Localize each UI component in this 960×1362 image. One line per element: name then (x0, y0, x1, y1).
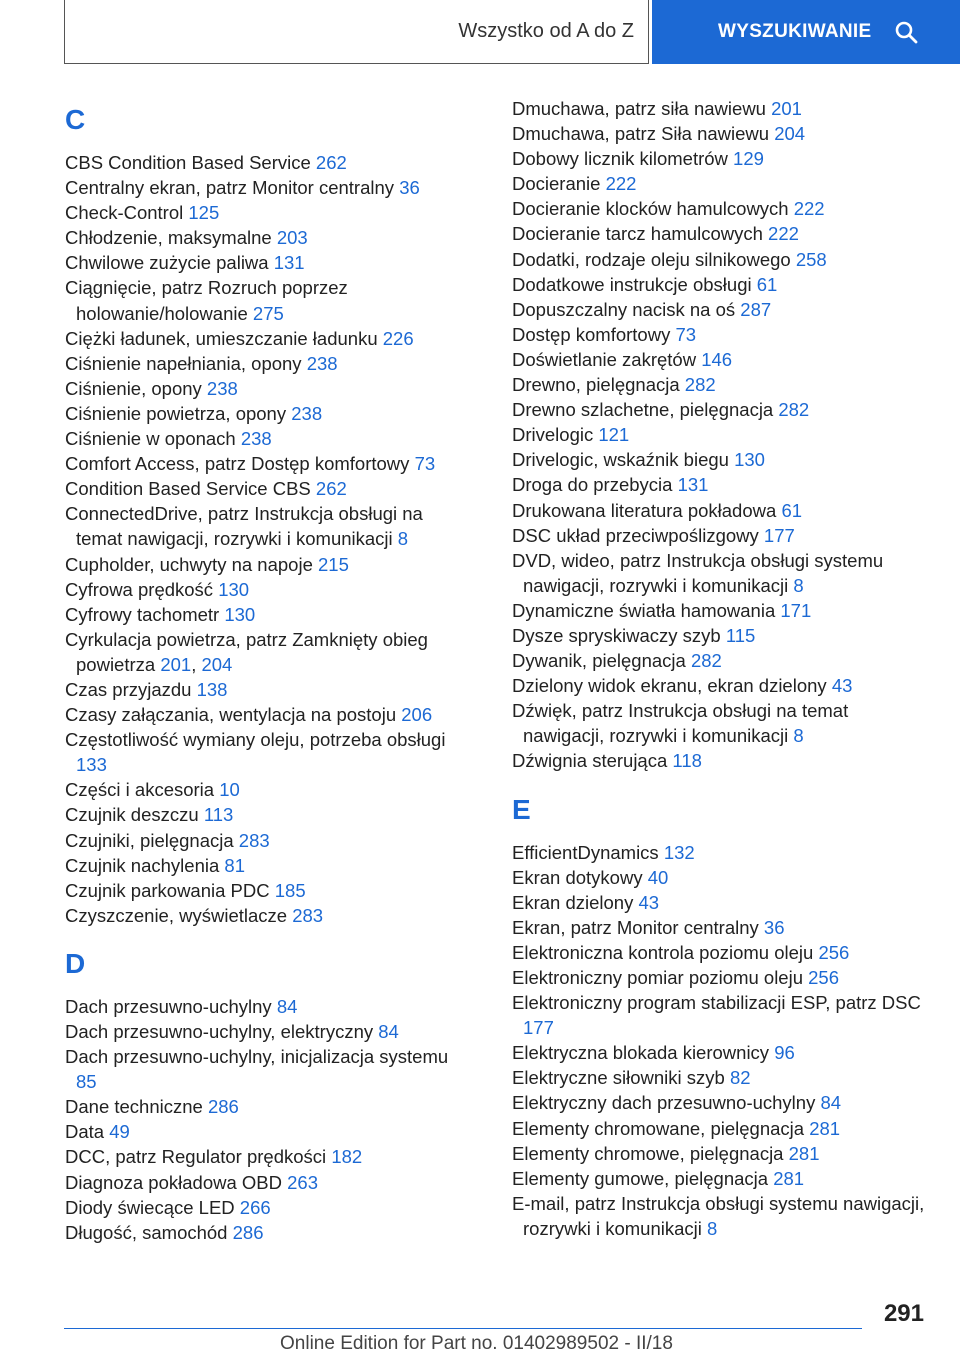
page-reference-link[interactable]: 130 (218, 578, 250, 600)
section-letter-e: E (512, 793, 531, 825)
index-entry-text: Diagnoza pokładowa OBD (65, 1171, 282, 1193)
index-entry (65, 552, 465, 577)
index-entry (65, 1019, 465, 1044)
page-reference-link[interactable]: 171 (780, 599, 812, 621)
index-entry-text: Dmuchawa, patrz Siła nawiewu (512, 123, 770, 145)
page-reference-link[interactable]: 40 (647, 866, 669, 888)
page-reference-link[interactable]: 132 (663, 841, 695, 863)
index-entry: Cyrkulacja powietrza, patrz Zamknięty obieg powietrza 201, 204 (65, 628, 428, 675)
page-reference-link[interactable]: 286 (232, 1221, 264, 1243)
index-entry-text: Elektroniczny pomiar poziomu oleju (512, 967, 803, 988)
index-entry-text: Czujnik parkowania PDC (65, 879, 270, 901)
index-entry-text: Części i akcesoria (65, 779, 215, 801)
page-reference-link[interactable]: 238 (306, 352, 338, 374)
header (0, 0, 960, 66)
index-entry-text: Data (65, 1121, 105, 1143)
index-entry (65, 150, 465, 175)
index-entry (65, 1144, 465, 1169)
page-reference-link[interactable]: 258 (795, 248, 827, 270)
section-d-entries-left (65, 994, 465, 1245)
page-reference-link[interactable]: 201 (771, 98, 802, 119)
index-entry (512, 890, 932, 915)
index-entry-text: Drukowana literatura pokładowa (512, 499, 777, 521)
index-entry-text: Czas przyjazdu (65, 678, 192, 700)
index-entry (512, 1166, 932, 1191)
index-entry-text: Ekran, patrz Monitor centralny (512, 916, 759, 938)
index-entry-text: Drivelogic, wskaźnik biegu (512, 449, 729, 471)
page-reference-link[interactable]: 129 (733, 148, 764, 170)
index-entry (65, 828, 465, 853)
index-entry-text: Ciśnienie, opony (65, 377, 202, 399)
page-reference-link[interactable]: 85 (76, 1071, 97, 1093)
index-entry-text: CBS Condition Based Service (65, 152, 311, 173)
index-entry-text: EfficientDynamics (512, 841, 659, 863)
index-entry-text: Cyrkulacja powietrza, patrz Zamknięty obieg powietrza (65, 628, 428, 675)
index-entry (512, 548, 932, 598)
page-reference-link[interactable]: 262 (315, 478, 347, 500)
page-reference-link[interactable]: 215 (318, 553, 349, 575)
index-entry (65, 401, 465, 426)
page-reference-link[interactable]: 84 (820, 1092, 842, 1114)
section-letter-c: C (65, 104, 86, 135)
index-entry (65, 275, 465, 325)
index-entry-text: Dmuchawa, patrz siła nawiewu (512, 98, 766, 119)
index-entry (65, 225, 465, 250)
page-reference-link[interactable]: 81 (224, 854, 245, 876)
index-entry (512, 171, 932, 196)
page-reference-link[interactable]: 96 (774, 1042, 795, 1064)
index-entry-text: Diody świecące LED (65, 1196, 235, 1218)
index-entry-text: Dostęp komfortowy (512, 323, 671, 345)
page-reference-link[interactable]: 43 (638, 891, 660, 913)
page-reference-link[interactable]: 73 (675, 323, 697, 345)
index-entry-text: Dźwięk, patrz Instrukcja obsługi na temat nawigacji, rozrywki i komunikacji (512, 700, 849, 747)
index-entry (65, 451, 465, 476)
index-entry (65, 250, 465, 275)
index-entry (65, 501, 465, 551)
page-reference-link[interactable]: 10 (219, 779, 240, 801)
index-entry (512, 472, 932, 497)
index-entry-text: Ciśnienie powietrza, opony (65, 402, 287, 424)
search-button[interactable] (652, 0, 960, 64)
index-entry (512, 146, 932, 171)
page-reference-link[interactable]: 113 (203, 804, 234, 826)
section-e-entries (512, 840, 932, 1242)
index-entry-text: Condition Based Service CBS (65, 478, 311, 500)
index-entry-text: DCC, patrz Regulator prędkości (65, 1146, 327, 1168)
page-reference-link[interactable]: 125 (188, 202, 220, 224)
page-reference-link[interactable]: 222 (793, 198, 825, 220)
index-entry-text: DSC układ przeciwpoślizgowy (512, 524, 759, 546)
index-entry-text: Docieranie klocków hamulcowych (512, 198, 789, 220)
index-entry (512, 1191, 932, 1241)
index-entry (65, 351, 465, 376)
index-entry-text: Ciśnienie w oponach (65, 428, 236, 450)
index-entry-text: Czujniki, pielęgnacja (65, 829, 234, 851)
index-entry (512, 322, 932, 347)
page-reference-link[interactable]: 82 (729, 1067, 751, 1089)
index-entry-text: Czujnik deszczu (65, 804, 199, 826)
index-entry (512, 865, 932, 890)
index-entry-text: Ekran dotykowy (512, 866, 643, 888)
index-entry (65, 1220, 465, 1245)
index-entry (65, 602, 465, 627)
page-reference-link[interactable]: 185 (274, 879, 306, 901)
index-entry-text: Elementy chromowe, pielęgnacja (512, 1142, 784, 1164)
index-entry (512, 990, 932, 1040)
index-entry-text: Dach przesuwno-uchylny (65, 995, 272, 1017)
index-entry-text: Ciśnienie napełniania, opony (65, 352, 302, 374)
index-entry-text: Częstotliwość wymiany oleju, potrzeba obsługi (65, 729, 446, 751)
index-entry-text: Chłodzenie, maksymalne (65, 227, 272, 249)
index-entry (512, 447, 932, 472)
page-reference-link[interactable]: 177 (523, 1017, 554, 1039)
index-entry (65, 476, 465, 501)
index-entry (512, 1090, 932, 1115)
index-entry-text: Dobowy licznik kilometrów (512, 148, 728, 170)
index-entry (65, 1119, 465, 1144)
page-reference-link[interactable]: 282 (684, 374, 716, 396)
page-reference-link[interactable]: 287 (740, 298, 772, 320)
page-reference-link[interactable]: 256 (808, 967, 840, 988)
index-entry-text: Ciągnięcie, patrz Rozruch poprzez holowanie/holowanie (65, 277, 348, 324)
index-entry (512, 196, 932, 221)
footer-divider (64, 1328, 862, 1329)
index-entry-text: Dodatkowe instrukcje obsługi (512, 273, 752, 295)
index-entry (65, 677, 465, 702)
footer-edition-label: Online Edition for Part no. 01402989502 - II/18 (280, 1333, 673, 1354)
index-entry (512, 297, 932, 322)
page-reference-link[interactable]: 222 (605, 173, 637, 195)
page-reference-link[interactable]: 118 (672, 750, 702, 772)
page-reference-link[interactable]: 201 (160, 653, 192, 675)
page-reference-link[interactable]: 203 (276, 227, 308, 249)
page-reference-link[interactable]: 282 (778, 399, 810, 421)
index-entry-text: Dodatki, rodzaje oleju silnikowego (512, 248, 791, 270)
page-reference-link[interactable]: 131 (677, 474, 709, 496)
page-reference-link[interactable]: 36 (399, 177, 420, 199)
page-reference-link[interactable]: 204 (774, 123, 806, 145)
index-entry (512, 965, 932, 990)
page-reference-link[interactable]: 133 (76, 754, 107, 776)
index-entry-text: E-mail, patrz Instrukcja obsługi systemu nawigacji, rozrywki i komunikacji (512, 1192, 925, 1239)
index-entry (512, 648, 932, 673)
index-entry (512, 121, 932, 146)
index-entry (512, 748, 932, 773)
index-entry-text: Cyfrowa prędkość (65, 578, 214, 600)
index-entry (65, 200, 465, 225)
index-entry (65, 577, 465, 602)
index-entry (512, 397, 932, 422)
page-number: 291 (883, 1300, 924, 1327)
page-reference-link[interactable]: 130 (224, 603, 256, 625)
index-entry (65, 1094, 465, 1119)
index-entry (512, 940, 932, 965)
page-reference-link[interactable]: 266 (239, 1196, 271, 1218)
index-entry-text: DVD, wideo, patrz Instrukcja obsługi systemu nawigacji, rozrywki i komunikacji (512, 549, 884, 596)
index-entry (512, 422, 932, 447)
index-entry (65, 175, 465, 200)
index-entry (512, 673, 932, 698)
index-entry (65, 1170, 465, 1195)
index-entry (512, 247, 932, 272)
index-entry (65, 853, 465, 878)
index-entry (65, 777, 465, 802)
index-entry (512, 840, 932, 865)
index-entry (65, 376, 465, 401)
index-entry-text: Elektroniczny program stabilizacji ESP, patrz DSC (512, 992, 921, 1014)
index-entry-text: Ciężki ładunek, umieszczanie ładunku (65, 327, 378, 349)
index-entry (512, 1065, 932, 1090)
section-d-entries-right (512, 96, 932, 774)
tab-a-to-z-label: Wszystko od A do Z (458, 20, 634, 42)
index-entry-text: Dźwignia sterująca (512, 750, 668, 772)
index-entry-text: Doświetlanie zakrętów (512, 348, 697, 370)
index-entry-text: Comfort Access, patrz Dostęp komfortowy (65, 453, 410, 475)
page-reference-link[interactable]: 283 (238, 829, 270, 851)
index-entry-text: Dane techniczne (65, 1096, 203, 1118)
index-entry (512, 272, 932, 297)
page-reference-link[interactable]: 115 (725, 624, 756, 646)
index-entry-text: Chwilowe zużycie paliwa (65, 252, 269, 274)
page-reference-link[interactable]: 73 (414, 453, 436, 475)
index-entry-text: Czasy załączania, wentylacja na postoju (65, 704, 397, 726)
index-entry-text: Drewno szlachetne, pielęgnacja (512, 399, 774, 421)
index-entry-text: ConnectedDrive, patrz Instrukcja obsługi na temat nawigacji, rozrywki i komunikacji (65, 503, 423, 550)
page-reference-link[interactable]: 8 (793, 725, 804, 747)
index-entry (512, 1141, 932, 1166)
page-reference-link[interactable]: 222 (768, 223, 799, 245)
page-reference-link[interactable]: 256 (818, 941, 850, 963)
page-reference-link[interactable]: 43 (831, 675, 853, 697)
index-entry (65, 903, 465, 928)
index-column-left (65, 96, 465, 1245)
index-entry-text: Drivelogic (512, 424, 594, 446)
index-entry (65, 1195, 465, 1220)
index-entry (512, 347, 932, 372)
index-entry (65, 878, 465, 903)
index-entry-text: Elektryczne siłowniki szyb (512, 1067, 725, 1089)
index-entry-text: Cyfrowy tachometr (65, 603, 220, 625)
page-reference-link[interactable]: 84 (378, 1021, 399, 1042)
index-entry-text: Docieranie (512, 173, 601, 195)
page-reference-link[interactable]: 138 (196, 678, 228, 700)
index-entry (512, 96, 932, 121)
page-reference-link[interactable]: 286 (207, 1096, 239, 1118)
index-entry (65, 326, 465, 351)
index-entry (512, 623, 932, 648)
page-reference-link[interactable]: 206 (401, 704, 433, 726)
page-reference-link[interactable]: 182 (331, 1146, 363, 1168)
search-button-label: WYSZUKIWANIE (718, 21, 872, 42)
index-entry (512, 523, 932, 548)
page-reference-link[interactable]: 238 (291, 402, 323, 424)
page-reference-link[interactable]: 131 (273, 252, 305, 274)
page-reference-link[interactable]: 8 (397, 528, 409, 550)
page-reference-link[interactable]: 281 (773, 1167, 805, 1189)
index-entry-text: Elementy chromowane, pielęgnacja (512, 1117, 805, 1139)
index-entry (65, 426, 465, 451)
index-entry-text: Droga do przebycia (512, 474, 673, 496)
page-reference-link[interactable]: 8 (707, 1217, 718, 1239)
index-entry (65, 802, 465, 827)
page-reference-link[interactable]: 61 (756, 273, 778, 295)
index-entry-text: Elektryczna blokada kierownicy (512, 1042, 770, 1064)
index-entry-text: Elektroniczna kontrola poziomu oleju (512, 941, 814, 963)
tab-a-to-z[interactable] (64, 0, 649, 64)
index-entry (512, 372, 932, 397)
page-reference-link[interactable]: 262 (315, 152, 347, 173)
page-reference-link[interactable]: 226 (382, 327, 414, 349)
page-reference-link[interactable]: 281 (809, 1117, 841, 1139)
page-reference-link[interactable]: 282 (690, 650, 722, 672)
index-entry (65, 994, 465, 1019)
page-reference-link[interactable]: 177 (763, 524, 795, 546)
index-entry-text: Cupholder, uchwyty na napoje (65, 553, 313, 575)
index-entry-text: Dach przesuwno-uchylny, inicjalizacja systemu (65, 1046, 449, 1068)
index-entry-text: Docieranie tarcz hamulcowych (512, 223, 763, 245)
index-entry-text: Elektryczny dach przesuwno-uchylny (512, 1092, 816, 1114)
page-reference-link[interactable]: 130 (734, 449, 765, 471)
page-reference-link[interactable]: 204 (201, 653, 233, 675)
index-entry-text: Check-Control (65, 202, 184, 224)
index-entry-text: Drewno, pielęgnacja (512, 374, 680, 396)
page-reference-link[interactable]: 281 (788, 1142, 820, 1164)
page-reference-link[interactable]: 49 (109, 1121, 130, 1143)
footer-edition-text (280, 1333, 673, 1355)
page-reference-link[interactable]: 263 (287, 1171, 319, 1193)
page-reference-link[interactable]: 61 (781, 499, 803, 521)
search-icon (894, 20, 918, 44)
index-entry-text: Ekran dzielony (512, 891, 634, 913)
page-reference-link[interactable]: 121 (598, 424, 630, 446)
index-entry-text: Długość, samochód (65, 1221, 228, 1243)
section-c-entries (65, 150, 465, 928)
page-reference-link[interactable]: 275 (252, 302, 284, 324)
index-entry (512, 698, 932, 748)
page-reference-link[interactable]: 238 (206, 377, 238, 399)
page-reference-link[interactable]: 146 (701, 348, 733, 370)
index-entry (512, 1040, 932, 1065)
index-entry-text: Dynamiczne światła hamowania (512, 599, 776, 621)
page-reference-link[interactable]: 84 (276, 995, 298, 1017)
index-entry (65, 702, 465, 727)
page-reference-link[interactable]: 283 (292, 904, 324, 926)
index-entry (512, 915, 932, 940)
index-entry-text: Czyszczenie, wyświetlacze (65, 904, 288, 926)
index-entry-text: Centralny ekran, patrz Monitor centralny (65, 177, 395, 199)
index-entry (65, 727, 465, 777)
index-entry-text: Elementy gumowe, pielęgnacja (512, 1167, 769, 1189)
index-entry-text: Dysze spryskiwaczy szyb (512, 624, 721, 646)
page-reference-link[interactable]: 238 (240, 428, 272, 450)
page-reference-link[interactable]: 36 (763, 916, 785, 938)
index-entry (512, 1116, 932, 1141)
index-entry-text: Dach przesuwno-uchylny, elektryczny (65, 1021, 374, 1042)
index-entry-text: Dopuszczalny nacisk na oś (512, 298, 736, 320)
index-entry (65, 1044, 465, 1094)
index-entry-text: Dzielony widok ekranu, ekran dzielony (512, 675, 827, 697)
index-entry (512, 598, 932, 623)
section-letter-d: D (65, 947, 86, 979)
index-column-right (512, 96, 932, 1241)
index-entry (512, 221, 932, 246)
index-entry-text: Czujnik nachylenia (65, 854, 220, 876)
index-entry (512, 498, 932, 523)
page-reference-link[interactable]: 8 (793, 574, 804, 596)
index-entry-text: Dywanik, pielęgnacja (512, 650, 686, 672)
